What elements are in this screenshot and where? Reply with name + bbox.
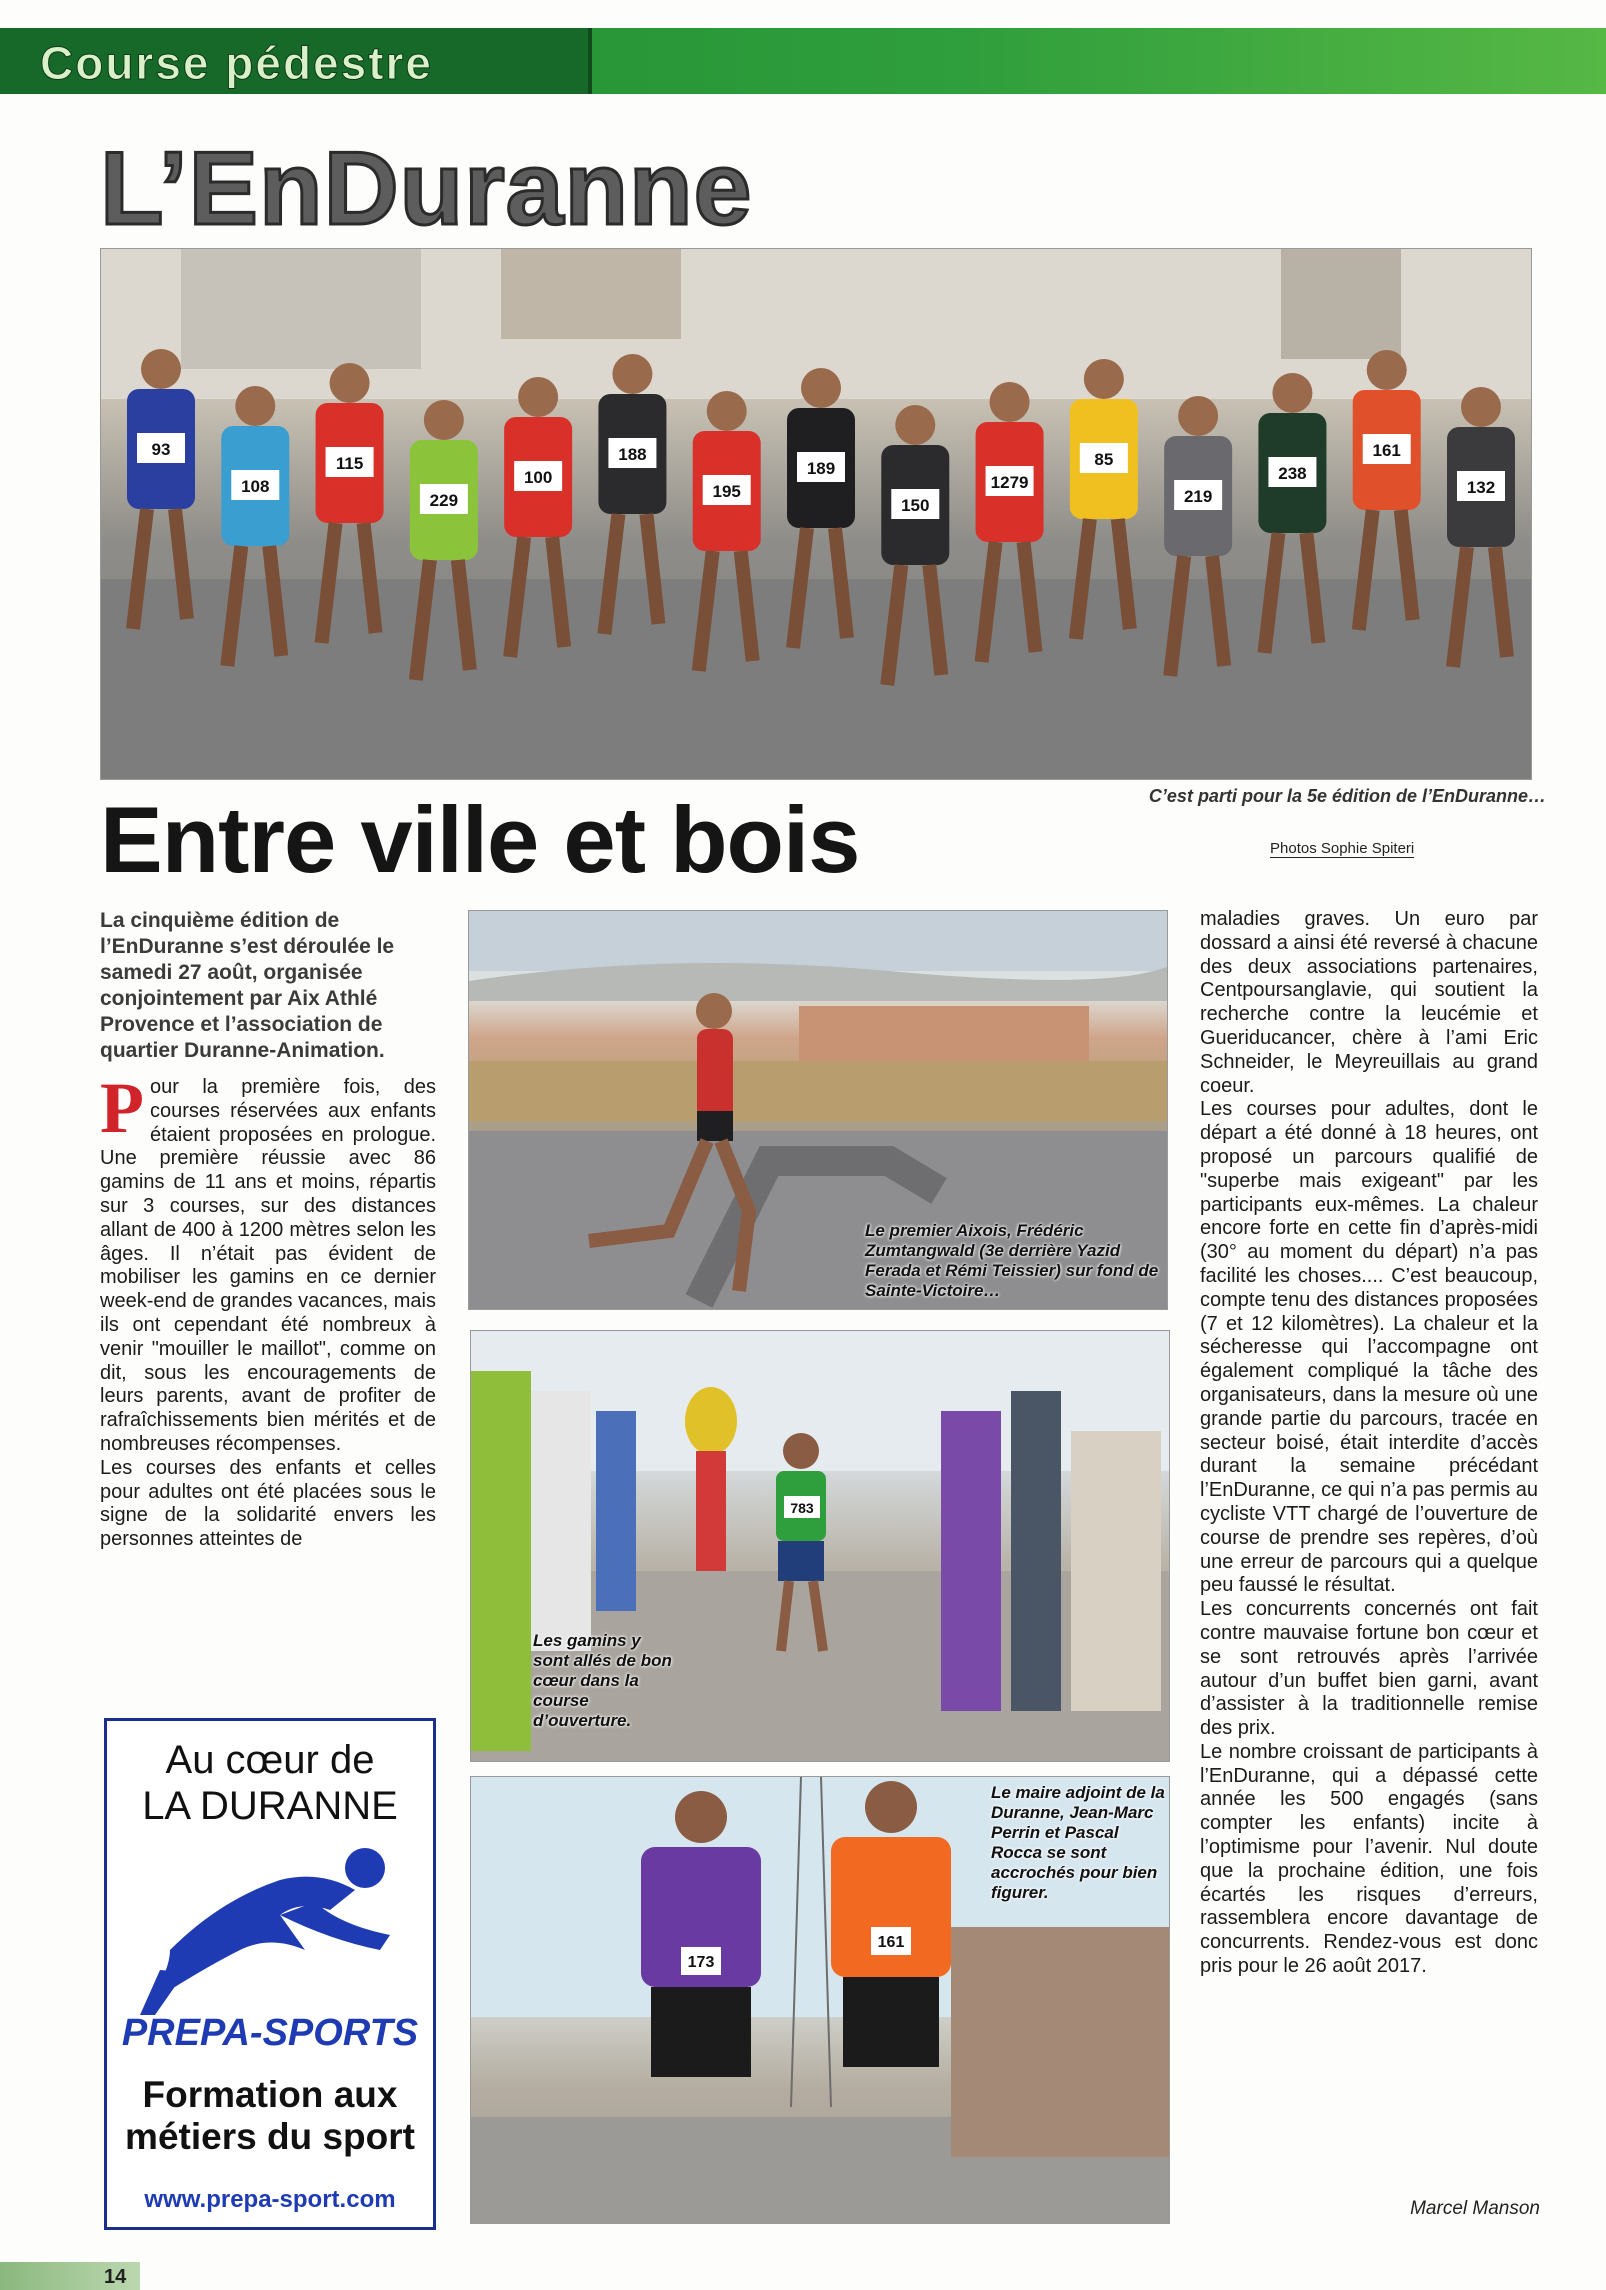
runner-head (612, 354, 652, 394)
bib-number: 189 (806, 459, 836, 478)
mayor-bib-1: 173 (687, 1954, 715, 1971)
page-number: 14 (104, 2266, 127, 2288)
leading-runner-photo (468, 910, 1168, 1310)
runner-head (1461, 387, 1501, 427)
runner-head (141, 349, 181, 389)
runner-head (330, 363, 370, 403)
runner-photo-caption: Le premier Aixois, Frédéric Zumtangwald (3e derrière Yazid Ferada et Rémi Teissier) sur fond de Sainte-Victoire… (865, 1221, 1159, 1300)
bib-number: 132 (1466, 478, 1496, 497)
article-byline: Marcel Manson (1410, 2198, 1540, 2219)
bib-number: 161 (1372, 441, 1401, 460)
bib-number: 219 (1183, 487, 1213, 506)
magazine-title: L’EnDuranne (100, 131, 753, 247)
article-column-left (100, 908, 436, 1552)
article-headline: Entre ville et bois (100, 787, 860, 892)
article-paragraph: Les courses des enfants et celles pour adultes ont été placées sous le signe de la solidarité envers les personnes atteintes de (100, 1456, 436, 1551)
article-column-right (1200, 908, 1538, 1979)
mayor-photo-caption: Le maire adjoint de la Duranne, Jean-Marc Perrin et Pascal Rocca se sont accrochés pour bien figurer. (991, 1783, 1165, 1902)
bib-number: 195 (712, 482, 741, 501)
article-paragraph: maladies graves. Un euro par dossard a ainsi été reversé à chacune des deux associations partenaires, Centpoursanglavie, qui soutient la recherche contre la leucémie et Gueriducancer, chère à l’ami Eric Schneider, le Meyreuillais au grand coeur. (1200, 908, 1538, 1097)
runner-head (707, 391, 747, 431)
runner-head (1367, 350, 1407, 390)
runner-head (518, 377, 558, 417)
article-paragraph: Le nombre croissant de participants à l’EnDuranne, qui a dépassé cette année les 500 engagés (sans compter les enfants) incite à l’optimisme pour l’avenir. Nul doute que la prochaine édition, une fois écartés les risques d’erreurs, rassemblera encore davantage de concurrents. Rendez-vous est donc pris pour le 26 août 2017. (1200, 1740, 1538, 1978)
main-race-photo (100, 248, 1532, 780)
bib-number: 229 (429, 491, 459, 510)
runner-head (235, 386, 275, 426)
runner-head (1272, 373, 1312, 413)
ad-headline-line2: LA DURANNE (142, 1784, 398, 1828)
article-paragraph: Les concurrents concernés ont fait contre mauvaise fortune bon cœur et se sont retrouvés après l’arrivée autour d’un buffet bien garni, avant d’assister à la traditionnelle remise des prix. (1200, 1598, 1538, 1740)
ad-tagline (104, 2074, 436, 2158)
ad-tagline-line1: Formation aux (142, 2074, 398, 2115)
runner-head (895, 405, 935, 445)
rubric-title: Course pédestre (40, 37, 434, 89)
race-start-illustration (101, 249, 1532, 780)
main-photo-caption: C’est parti pour la 5e édition de l’EnDuranne… (1148, 786, 1546, 806)
runner-head (1084, 359, 1124, 399)
bib-number: 108 (241, 477, 270, 496)
runner-head (801, 368, 841, 408)
ad-brand: PREPA-SPORTS (121, 2012, 419, 2054)
kids-photo-caption: Les gamins y sont allés de bon cœur dans la course d’ouverture. (533, 1631, 672, 1730)
drop-cap: P (100, 1068, 144, 1148)
runner-head (424, 400, 464, 440)
runner-head (990, 382, 1030, 422)
sprinter-logo-icon (130, 1840, 420, 2020)
article-lead: La cinquième édition de l’EnDuranne s’est déroulée le samedi 27 août, organisée conjointement par Aix Athlé Provence et l’association de quartier Duranne-Animation. (100, 909, 395, 1062)
ad-headline-line1: Au cœur de (165, 1738, 375, 1782)
article-paragraph: Les courses pour adultes, dont le départ a été donné à 18 heures, ont proposé un parcours qualifié de "superbe mais exigeant" par les participants eux-mêmes. La chaleur encore forte en cette fin d’après-midi (30° au moment du départ) n’a pas facilité les choses.... C’est beaucoup, compte tenu des distances proposées (7 et 12 kilomètres). La chaleur et la sécheresse qui l’accompagne ont également compliqué la tâche des organisateurs, dans la mesure où une grande partie du parcours, tracée en secteur boisé, était interdite d’accès durant la semaine précédant l’EnDuranne, ce qui n’a pas permis au cycliste VTT chargé de l’ouverture de course de prendre ses repères, d’où une erreur de parcours qui a quelque peu faussé le résultat. (1200, 1098, 1538, 1597)
bib-number: 150 (901, 496, 930, 515)
bib-number: 1279 (990, 473, 1029, 492)
bib-number: 115 (335, 454, 364, 473)
runner-head (1178, 396, 1218, 436)
photo-credit: Photos Sophie Spiteri (1270, 840, 1415, 857)
kids-bib-number: 783 (790, 1500, 814, 1516)
bib-number: 188 (618, 445, 647, 464)
mayor-runners-photo (470, 1776, 1170, 2224)
bib-number: 85 (1094, 450, 1114, 469)
ad-tagline-line2: métiers du sport (125, 2116, 415, 2157)
bib-number: 100 (523, 468, 553, 487)
bib-number: 93 (151, 440, 171, 459)
article-paragraph: our la première fois, des courses réservées aux enfants étaient proposées en prologue. Une première réussie avec 86 gamins de 11 ans et moins, répartis sur 3 courses, sur des distances allant de 400 à 1200 mètres selon les âges. Il n’était pas évident de mobiliser les gamins en ce dernier week-end de grandes vacances, mais ils ont cependant été nombreux à venir "mouiller le maillot", comme on dit, sous les encouragements de leurs parents, avant de profiter de rafraîchissements bien mérités et de nombreuses récompenses. (100, 1076, 436, 1455)
kids-race-photo (470, 1330, 1170, 1762)
mayor-bib-2: 161 (877, 1934, 905, 1951)
ad-url-link[interactable]: www.prepa-sport.com (144, 2186, 396, 2213)
bib-number: 238 (1278, 464, 1307, 483)
